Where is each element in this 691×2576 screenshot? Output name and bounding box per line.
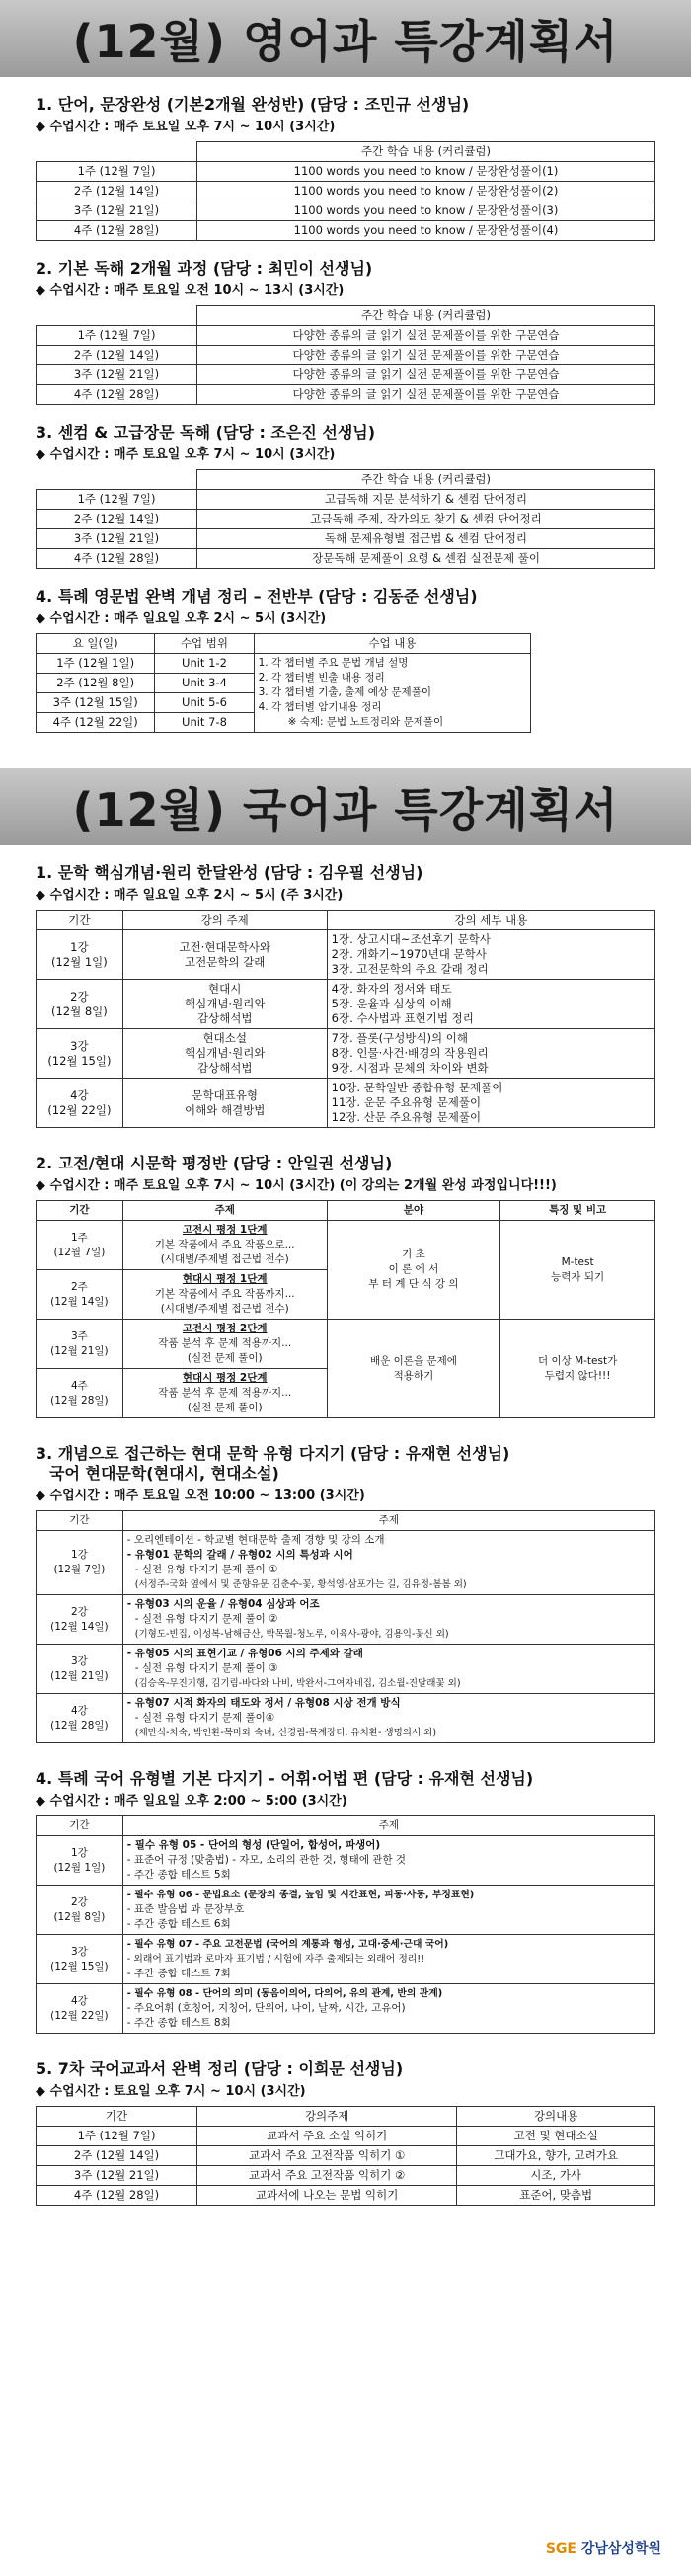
period-cell (37, 1369, 123, 1418)
table-row (37, 1320, 655, 1369)
poetry-table (36, 1200, 655, 1418)
period-cell (37, 1645, 123, 1694)
period-cell (37, 1270, 123, 1320)
week-cell: 4주 (12월 28일) (37, 221, 197, 241)
field-line: 기 초 (402, 1248, 425, 1260)
curriculum-table (36, 141, 655, 241)
column-header: 기간 (37, 2107, 197, 2127)
period-line: 1강 (70, 1549, 88, 1561)
table-row (37, 201, 655, 221)
detail-line: - 표준어 규정 (맞춤법) - 자모, 소리의 관한 것, 형태에 관한 것 (126, 1854, 407, 1866)
period-line: (12월 7일) (53, 1246, 106, 1258)
week-cell: 2주 (12월 14일) (37, 2146, 197, 2166)
detail-line: 9장. 시점과 문체의 차이와 변화 (331, 1061, 489, 1075)
period-cell (37, 1836, 123, 1886)
detail-cell (122, 1595, 654, 1645)
column-header: 특징 및 비고 (500, 1201, 655, 1221)
english-section-1 (0, 95, 691, 241)
detail-line: - 외래어 표기법과 로마자 표기법 / 시험에 자주 출제되는 외래어 정리!! (126, 1954, 425, 1965)
column-header: 기간 (37, 911, 123, 930)
table-row (37, 385, 655, 405)
topic-line: 고전문학의 갈래 (185, 954, 266, 969)
detail-line: - 표준 발음법 과 문장부호 (126, 1903, 245, 1915)
detail-line: - 주간 종합 테스트 7회 (126, 1968, 231, 1979)
topic-line: 현대시 평정 2단계 (182, 1372, 268, 1384)
column-header: 주제 (122, 1511, 654, 1531)
column-header: 요 일(일) (37, 634, 155, 654)
detail-line: - 필수 유형 05 - 단어의 형성 (단일어, 합성어, 파생어) (126, 1839, 381, 1851)
week-cell: 1주 (12월 7일) (37, 2127, 197, 2146)
note-line: 더 이상 M-test가 (537, 1354, 618, 1367)
detail-line: 10장. 문학일반 종합유형 문제풀이 (331, 1081, 503, 1094)
korean-section-5 (0, 2059, 691, 2206)
topic-cell: 교과서 주요 고전작품 익히기 ② (197, 2166, 457, 2186)
detail-line: - 유형07 시적 화자의 태도와 정서 / 유형08 시상 전개 방식 (126, 1697, 401, 1709)
blank-cell (37, 470, 197, 490)
period-line: (12월 8일) (50, 1004, 108, 1018)
field-cell (327, 1221, 500, 1320)
korean-section-3 (0, 1444, 691, 1743)
table-row (37, 529, 655, 549)
detail-line: 2장. 개화기~1970년대 문학사 (331, 947, 487, 961)
content-cell: 1100 words you need to know / 문장완성풀이(2) (197, 182, 655, 201)
detail-line: - 실전 유형 다지기 문제 풀이 ③ (134, 1662, 278, 1674)
section-subtitle: 국어 현대문학(현대시, 현대소설) (49, 1464, 279, 1483)
column-header: 주간 학습 내용 (커리큘럼) (197, 306, 655, 326)
week-cell: 4주 (12월 28일) (37, 549, 197, 569)
content-cell: 다양한 종류의 글 읽기 실전 문제풀이를 위한 구문연습 (197, 385, 655, 405)
table-row (37, 1595, 655, 1645)
content-line: 3. 각 챕터별 기출, 출제 예상 문제풀이 (258, 686, 431, 698)
table-row (37, 365, 655, 385)
period-line: 1주 (70, 1231, 88, 1244)
period-line: 1강 (70, 939, 89, 954)
academy-name: 강남삼성학원 (580, 2541, 661, 2557)
content-line: 4. 각 챕터별 암기내용 정리 (258, 701, 382, 713)
note-cell (500, 1320, 655, 1418)
period-line: (12월 8일) (53, 1910, 106, 1923)
topic-line: 현대시 평정 1단계 (182, 1273, 268, 1285)
period-line: 4주 (70, 1379, 88, 1392)
field-line: 이 론 에 서 (388, 1263, 439, 1275)
topic-line: (시대별/주제별 접근법 전수) (160, 1303, 289, 1315)
period-line: 4강 (70, 1087, 89, 1102)
section-time: ◆ 수업시간 : 매주 토요일 오후 7시 ~ 10시 (3시간) (이 강의는 2개월 완성 과정입니다!!!) (36, 1178, 557, 1193)
period-line: 4강 (70, 1704, 88, 1717)
vocabulary-grammar-table (36, 1815, 655, 2034)
detail-cell (122, 1836, 654, 1886)
table-row (37, 1935, 655, 1984)
column-header: 분야 (327, 1201, 500, 1221)
detail-line: 6장. 수사법과 표현기법 정리 (331, 1011, 474, 1025)
period-line: (12월 1일) (50, 954, 108, 969)
period-line: 3강 (70, 1038, 89, 1053)
detail-line: - 유형03 시의 운율 / 유형04 심상과 어조 (126, 1598, 320, 1610)
detail-line: (기형도-빈집, 이성복-남해금산, 박목월-청노루, 이육사-광야, 김용익-꽃신 외) (134, 1629, 449, 1640)
week-cell: 4주 (12월 22일) (37, 713, 155, 733)
table-row (37, 1836, 655, 1886)
detail-cell (122, 1694, 654, 1743)
period-cell (37, 1029, 123, 1079)
note-line: M-test (561, 1255, 594, 1268)
topic-line: 기본 작품에서 주요 작품으로... (154, 1239, 295, 1250)
content-cell: 고대가요, 향가, 고려가요 (457, 2146, 655, 2166)
textbook-table (36, 2106, 655, 2206)
topic-line: (시대별/주제별 접근법 전수) (160, 1253, 289, 1265)
content-line: 2. 각 챕터별 빈출 내용 정리 (258, 672, 385, 684)
field-line: 부 터 계 단 식 강 의 (368, 1278, 459, 1290)
korean-section-1 (0, 863, 691, 1128)
detail-line: - 필수 유형 08 - 단어의 의미 (동음이의어, 다의어, 유의 관계, 반의 관계) (126, 1988, 443, 1999)
detail-line: - 실전 유형 다지기 문제 풀이 ① (134, 1564, 278, 1575)
detail-line: - 실전 유형 다지기 문제 풀이 ② (134, 1613, 278, 1625)
section-time: ◆ 수업시간 : 매주 일요일 오후 2:00 ~ 5:00 (3시간) (36, 1794, 347, 1809)
topic-cell (122, 1029, 327, 1079)
detail-line: - 주간 종합 테스트 8회 (126, 2017, 231, 2029)
content-cell: 시조, 가사 (457, 2166, 655, 2186)
week-cell: 3주 (12월 21일) (37, 2166, 197, 2186)
content-cell: 다양한 종류의 글 읽기 실전 문제풀이를 위한 구문연습 (197, 346, 655, 365)
detail-line: 7장. 플롯(구성방식)의 이해 (331, 1031, 469, 1045)
content-cell: 장문독해 문제풀이 요령 & 센컴 실전문제 풀이 (197, 549, 655, 569)
detail-cell (122, 1531, 654, 1595)
table-row (37, 2166, 655, 2186)
week-cell: 1주 (12월 1일) (37, 654, 155, 674)
blank-cell (37, 306, 197, 326)
section-title: 1. 단어, 문장완성 (기본2개월 완성반) (담당 : 조민규 선생님) (36, 95, 470, 114)
detail-line: - 유형01 문학의 갈래 / 유형02 시의 특성과 시어 (126, 1549, 353, 1561)
academy-logo (546, 2538, 661, 2558)
period-cell (37, 1320, 123, 1369)
section-time: ◆ 수업시간 : 매주 일요일 오후 2시 ~ 5시 (주 3시간) (36, 888, 344, 903)
period-line: (12월 28일) (50, 1394, 109, 1407)
period-line: 1강 (70, 1846, 88, 1859)
week-cell: 2주 (12월 14일) (37, 346, 197, 365)
table-row (37, 1645, 655, 1694)
period-line: (12월 22일) (47, 1102, 112, 1117)
column-header: 수업 범위 (155, 634, 254, 654)
table-row (37, 1694, 655, 1743)
period-line: (12월 21일) (50, 1669, 109, 1682)
period-line: 2주 (70, 1280, 88, 1293)
topic-cell: 교과서 주요 고전작품 익히기 ① (197, 2146, 457, 2166)
table-row (37, 221, 655, 241)
curriculum-table (36, 305, 655, 405)
column-header: 강의내용 (457, 2107, 655, 2127)
week-cell: 2주 (12월 14일) (37, 510, 197, 529)
section-time: ◆ 수업시간 : 토요일 오후 7시 ~ 10시 (3시간) (36, 2084, 306, 2099)
section-title: 3. 센컴 & 고급장문 독해 (담당 : 조은진 선생님) (36, 423, 376, 442)
field-line: 배운 이론을 문제에 (370, 1354, 457, 1367)
note-line: 두렵지 않다!!! (544, 1369, 611, 1382)
period-cell (37, 1221, 123, 1270)
note-cell (500, 1221, 655, 1320)
unit-cell: Unit 5-6 (155, 693, 254, 713)
section-title: 2. 고전/현대 시문학 평정반 (담당 : 안일권 선생님) (36, 1154, 393, 1172)
detail-cell (122, 1984, 654, 2034)
topic-cell (122, 1221, 327, 1270)
unit-cell: Unit 3-4 (155, 674, 254, 693)
logo-mark: SGE (545, 2541, 576, 2557)
section-title: 3. 개념으로 접근하는 현대 문학 유형 다지기 (담당 : 유재현 선생님) (36, 1444, 510, 1463)
period-line: 2강 (70, 1895, 88, 1908)
topic-line: (실전 문제 풀이) (187, 1402, 263, 1413)
english-section-2 (0, 259, 691, 405)
week-cell: 3주 (12월 15일) (37, 693, 155, 713)
week-cell: 2주 (12월 8일) (37, 674, 155, 693)
topic-line: 고전시 평정 1단계 (182, 1224, 268, 1236)
column-header: 주간 학습 내용 (커리큘럼) (197, 470, 655, 490)
period-line: (12월 15일) (50, 1960, 109, 1972)
week-cell: 2주 (12월 14일) (37, 182, 197, 201)
topic-line: 고전·현대문학사와 (179, 939, 270, 954)
period-line: (12월 14일) (50, 1620, 109, 1633)
detail-line: (김승옥-무진기행, 김기림-바다와 나비, 박완서-그여자네집, 김소월-진달래꽃 외) (134, 1678, 461, 1689)
table-row (37, 1029, 655, 1079)
content-cell: 고전 및 현대소설 (457, 2127, 655, 2146)
period-line: (12월 22일) (50, 2009, 109, 2022)
period-line: (12월 28일) (50, 1719, 109, 1731)
section-time: ◆ 수업시간 : 매주 토요일 오전 10시 ~ 13시 (3시간) (36, 283, 345, 298)
field-line: 적용하기 (393, 1369, 434, 1382)
period-line: (12월 1일) (53, 1861, 106, 1874)
detail-cell (327, 1079, 654, 1128)
detail-line: 4장. 화자의 정서와 태도 (331, 982, 452, 996)
topic-cell (122, 1369, 327, 1418)
content-cell: 표준어, 맞춤법 (457, 2186, 655, 2206)
period-cell (37, 1595, 123, 1645)
column-header: 주간 학습 내용 (커리큘럼) (197, 142, 655, 162)
blank-cell (37, 142, 197, 162)
table-row (37, 1531, 655, 1595)
content-cell: 독해 문제유형별 접근법 & 센컴 단어정리 (197, 529, 655, 549)
table-row (37, 490, 655, 510)
topic-line: 핵심개념·원리와 (185, 1046, 266, 1060)
korean-section-2 (0, 1154, 691, 1418)
content-cell: 다양한 종류의 글 읽기 실전 문제풀이를 위한 구문연습 (197, 326, 655, 346)
detail-line: - 주간 종합 테스트 6회 (126, 1918, 231, 1930)
period-line: 3강 (70, 1654, 88, 1667)
table-row (37, 2146, 655, 2166)
detail-line: 1장. 상고시대~조선후기 문학사 (331, 932, 491, 946)
table-row (37, 1886, 655, 1935)
detail-line: - 필수 유형 06 - 문법요소 (문장의 종결, 높임 및 시간표현, 피동·사동, 부정표현) (126, 1890, 475, 1900)
topic-line: 기본 작품에서 주요 작품까지... (154, 1288, 295, 1300)
section-time: ◆ 수업시간 : 매주 토요일 오후 7시 ~ 10시 (3시간) (36, 447, 336, 462)
topic-line: 이해와 해결방법 (185, 1102, 266, 1117)
topic-line: 작품 분석 후 문제 적용까지... (158, 1387, 292, 1399)
section-time: ◆ 수업시간 : 매주 토요일 오후 7시 ~ 10시 (3시간) (36, 120, 336, 134)
english-section-3 (0, 423, 691, 569)
topic-line: 작품 분석 후 문제 적용까지... (158, 1337, 292, 1349)
section-title: 1. 문학 핵심개념·원리 한달완성 (담당 : 김우필 선생님) (36, 863, 423, 882)
detail-cell (327, 1029, 654, 1079)
column-header: 강의주제 (197, 2107, 457, 2127)
unit-cell: Unit 1-2 (155, 654, 254, 674)
topic-line: 핵심개념·원리와 (185, 997, 266, 1010)
week-cell: 1주 (12월 7일) (37, 326, 197, 346)
detail-line: - 주요어휘 (호칭어, 지칭어, 단위어, 나이, 날짜, 시간, 고유어) (126, 2002, 406, 2014)
table-row (37, 930, 655, 980)
table-row (37, 346, 655, 365)
period-cell (37, 1079, 123, 1128)
topic-line: 감상해석법 (196, 1061, 253, 1075)
period-cell (37, 1531, 123, 1595)
detail-line: (채만식-치숙, 박인환-목마와 숙녀, 신경림-목계장터, 유치환- 생명의서 외) (134, 1728, 437, 1738)
topic-line: 현대시 (208, 982, 242, 996)
modern-literature-table (36, 1510, 655, 1743)
content-cell: 1100 words you need to know / 문장완성풀이(1) (197, 162, 655, 182)
topic-line: (실전 문제 풀이) (187, 1352, 263, 1364)
table-row (37, 1079, 655, 1128)
column-header: 강의 주제 (122, 911, 327, 930)
week-cell: 1주 (12월 7일) (37, 490, 197, 510)
content-cell: 고급독해 주제, 작가의도 찾기 & 센컴 단어정리 (197, 510, 655, 529)
content-cell: 1100 words you need to know / 문장완성풀이(4) (197, 221, 655, 241)
detail-line: - 필수 유형 07 - 주요 고전문법 (국어의 계통과 형성, 고대·중세·근대 국어) (126, 1939, 449, 1950)
section-title: 4. 특례 영문법 완벽 개념 정리 – 전반부 (담당 : 김동준 선생님) (36, 587, 478, 605)
detail-line: (서정주-국화 옆에서 및 준향유문 김춘수-꽃, 황석영-삼포가는 길, 김유정-봄봄 외) (134, 1579, 467, 1590)
curriculum-table (36, 469, 655, 569)
korean-banner: (12월) 국어과 특강계획서 (0, 768, 691, 845)
period-cell (37, 1984, 123, 2034)
english-banner: (12월) 영어과 특강계획서 (0, 0, 691, 77)
table-row (37, 654, 531, 674)
table-row (37, 980, 655, 1029)
section-title: 2. 기본 독해 2개월 과정 (담당 : 최민이 선생님) (36, 259, 373, 278)
field-cell (327, 1320, 500, 1418)
table-row (37, 2127, 655, 2146)
period-line: (12월 14일) (50, 1295, 109, 1308)
detail-line: - 실전 유형 다지기 문제 풀이④ (134, 1712, 275, 1724)
table-row (37, 2186, 655, 2206)
topic-line: 현대소설 (202, 1031, 247, 1045)
period-line: 2강 (70, 1605, 88, 1618)
topic-line: 감상해석법 (196, 1011, 253, 1025)
section-time: ◆ 수업시간 : 매주 일요일 오후 2시 ~ 5시 (3시간) (36, 611, 327, 626)
column-header: 주제 (122, 1201, 327, 1221)
period-cell (37, 930, 123, 980)
topic-cell (122, 930, 327, 980)
week-cell: 3주 (12월 21일) (37, 201, 197, 221)
topic-cell (122, 1270, 327, 1320)
topic-cell (122, 1320, 327, 1369)
table-row (37, 326, 655, 346)
detail-line: - 오리엔테이션 - 학교별 현대문학 출제 경향 및 강의 소개 (126, 1534, 385, 1546)
section-title: 5. 7차 국어교과서 완벽 정리 (담당 : 이희문 선생님) (36, 2059, 404, 2078)
content-cell: 1100 words you need to know / 문장완성풀이(3) (197, 201, 655, 221)
detail-cell (327, 980, 654, 1029)
content-line: 1. 각 챕터별 주요 문법 개념 설명 (258, 657, 409, 669)
column-header: 기간 (37, 1816, 123, 1836)
content-cell (254, 654, 531, 733)
detail-line: 11장. 운문 주요유형 문제풀이 (331, 1095, 482, 1109)
content-cell: 다양한 종류의 글 읽기 실전 문제풀이를 위한 구문연습 (197, 365, 655, 385)
detail-cell (327, 930, 654, 980)
column-header: 수업 내용 (254, 634, 531, 654)
section-time: ◆ 수업시간 : 매주 토요일 오전 10:00 ~ 13:00 (3시간) (36, 1489, 365, 1503)
content-cell: 고급독해 지문 분석하기 & 센컴 단어정리 (197, 490, 655, 510)
period-line: 3주 (70, 1329, 88, 1342)
period-line: (12월 7일) (53, 1564, 106, 1575)
period-line: (12월 21일) (50, 1344, 109, 1357)
table-row (37, 182, 655, 201)
period-line: 4강 (70, 1994, 88, 2007)
detail-line: - 유형05 시의 표현기교 / 유형06 시의 주제와 갈래 (126, 1648, 363, 1659)
period-line: 2강 (70, 989, 89, 1004)
detail-cell (122, 1886, 654, 1935)
table-row (37, 1984, 655, 2034)
topic-line: 문학대표유형 (192, 1087, 259, 1102)
topic-cell (122, 980, 327, 1029)
topic-line: 고전시 평정 2단계 (182, 1323, 268, 1334)
unit-cell: Unit 7-8 (155, 713, 254, 733)
table-row (37, 1221, 655, 1270)
column-header: 기간 (37, 1511, 123, 1531)
grammar-table (36, 633, 531, 733)
homework-note: ※ 숙제: 문법 노트정리와 문제풀이 (287, 716, 444, 728)
table-row (37, 162, 655, 182)
topic-cell: 교과서 주요 소설 익히기 (197, 2127, 457, 2146)
column-header: 강의 세부 내용 (327, 911, 654, 930)
week-cell: 4주 (12월 28일) (37, 385, 197, 405)
note-line: 능력자 되기 (551, 1270, 605, 1283)
detail-cell (122, 1935, 654, 1984)
topic-cell: 교과서에 나오는 문법 익히기 (197, 2186, 457, 2206)
period-cell (37, 980, 123, 1029)
column-header: 주제 (122, 1816, 654, 1836)
detail-cell (122, 1645, 654, 1694)
period-cell (37, 1694, 123, 1743)
period-line: 3강 (70, 1945, 88, 1958)
week-cell: 3주 (12월 21일) (37, 365, 197, 385)
korean-section-4 (0, 1769, 691, 2034)
period-cell (37, 1886, 123, 1935)
section-title: 4. 특례 국어 유형별 기본 다지기 - 어휘·어법 편 (담당 : 유재현 선생님) (36, 1769, 534, 1788)
week-cell: 1주 (12월 7일) (37, 162, 197, 182)
detail-line: 8장. 인물·사건·배경의 작용원리 (331, 1046, 489, 1060)
week-cell: 4주 (12월 28일) (37, 2186, 197, 2206)
period-line: (12월 15일) (47, 1053, 112, 1068)
detail-line: - 주간 종합 테스트 5회 (126, 1869, 231, 1881)
table-row (37, 549, 655, 569)
detail-line: 5장. 운율과 심상의 이해 (331, 997, 452, 1010)
english-section-4 (0, 587, 691, 733)
period-cell (37, 1935, 123, 1984)
detail-line: 3장. 고전문학의 주요 갈래 정리 (331, 962, 489, 976)
detail-line: 12장. 산문 주요유형 문제풀이 (331, 1110, 482, 1124)
literature-table (36, 910, 655, 1128)
table-row (37, 510, 655, 529)
week-cell: 3주 (12월 21일) (37, 529, 197, 549)
column-header: 기간 (37, 1201, 123, 1221)
topic-cell (122, 1079, 327, 1128)
